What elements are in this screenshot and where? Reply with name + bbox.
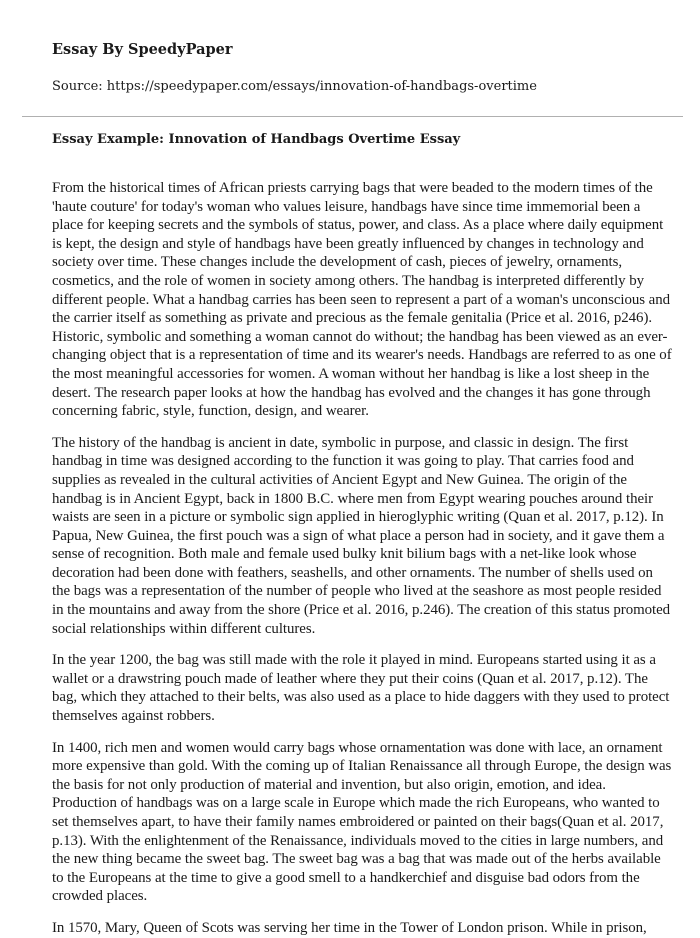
essay-heading: Essay Example: Innovation of Handbags Overtime Essay <box>52 132 461 147</box>
document-title: Essay By SpeedyPaper <box>52 41 233 58</box>
essay-paragraph: In 1570, Mary, Queen of Scots was serving her time in the Tower of London prison. While in prison, <box>52 919 647 936</box>
essay-paragraph: In the year 1200, the bag was still made with the role it played in mind. Europeans started using it as a wallet or a drawstring pouch made of leather where they put their coins (Quan et al. 2017, p.12). The bag, which they attached to their belts, was also used as a place to hide daggers with they used to protect themselves against robbers. <box>52 652 670 725</box>
essay-paragraph: From the historical times of African priests carrying bags that were beaded to the modern times of the 'haute couture' for today's woman who values leisure, handbags have since time immemorial been a place for keeping secrets and the symbols of status, power, and class. As a place where daily equipment is kept, the design and style of handbags have been greatly influenced by changes in technology and society over time. These changes include the development of cash, pieces of jewelry, ornaments, cosmetics, and the role of women in society among others. The handbag is interpreted differently by different people. What a handbag carries has been seen to represent a part of a woman's unconscious and the carrier itself as something as private and precious as the female genitalia (Price et al. 2016, p246). Historic, symbolic and something a woman cannot do without; the handbag has been viewed as an ever-changing object that is a representation of time and its wearer's needs. Handbags are referred to as one of the most meaningful accessories for women. A woman without her handbag is like a lost sheep in the desert. The research paper looks at how the handbag has evolved and the changes it has gone through concerning fabric, style, function, design, and wearer. <box>52 180 672 420</box>
essay-paragraph: In 1400, rich men and women would carry bags whose ornamentation was done with lace, an ornament more expensive than gold. With the coming up of Italian Renaissance all through Europe, the design was the basis for not only production of material and invention, but also origin, emotion, and idea. Production of handbags was on a large scale in Europe which made the rich Europeans, who wanted to set themselves apart, to have their family names embroidered or painted on their bags(Quan et al. 2017, p.13). With the enlightenment of the Renaissance, individuals moved to the cities in large numbers, and the new thing became the sweet bag. The sweet bag was a bag that was made out of the herbs available to the Europeans at the time to give a good smell to a handkerchief and disguise bad odors from the crowded places. <box>52 739 672 905</box>
divider <box>22 116 683 117</box>
source-line: Source: https://speedypaper.com/essays/innovation-of-handbags-overtime <box>52 79 537 94</box>
essay-paragraph: The history of the handbag is ancient in date, symbolic in purpose, and classic in design. The first handbag in time was designed according to the function it was going to play. That carries food and supplies as revealed in the cultural activities of Ancient Egypt and New Guinea. The origin of the handbag is in Ancient Egypt, back in 1800 B.C. where men from Egypt wearing pouches around their waists are seen in a picture or symbolic sign applied in hieroglyphic writing (Quan et al. 2017, p.12). In Papua, New Guinea, the first pouch was a sign of what place a person had in society, and it gave them a sense of recognition. Both male and female used bulky knit bilium bags with a net-like look whose decoration had been done with feathers, seashells, and other ornaments. The number of shells used on the bags was a representation of the number of people who lived at the seashore as most people resided in the mountains and away from the shore (Price et al. 2016, p.246). The creation of this status promoted social relationships within different cultures. <box>52 434 671 637</box>
